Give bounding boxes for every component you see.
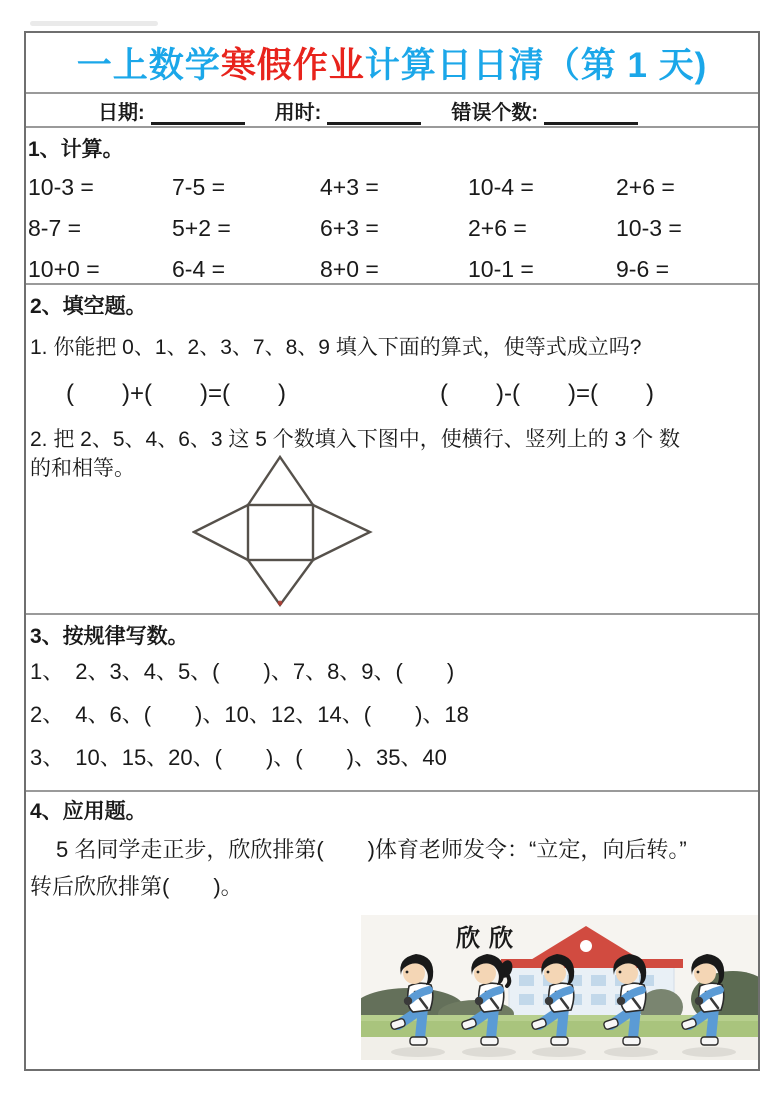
figure-label: 欣欣 xyxy=(456,925,522,952)
date-blank xyxy=(151,106,245,125)
applied-line1: 5 名同学走正步，欣欣排第( )体育老师发令：“立定，向后转。” xyxy=(56,837,687,862)
fill-q1-text: 1. 你能把 0、1、2、3、7、8、9 填入下面的算式，使等式成立吗? xyxy=(30,336,642,359)
calc-problem: 10-3 = xyxy=(616,215,682,241)
fill-q1-blanks-left: ( )+( )=( ) xyxy=(66,380,286,407)
page-title xyxy=(77,38,708,88)
calc-problem: 10-4 = xyxy=(468,174,534,200)
calc-problem: 8+0 = xyxy=(320,256,379,282)
calc-problem: 4+3 = xyxy=(320,174,379,200)
section-applied xyxy=(26,792,758,1069)
page-title-part: 寒假作业 xyxy=(220,45,365,85)
worksheet-table xyxy=(24,31,760,1071)
calc-problem: 6-4 = xyxy=(172,256,226,282)
calc-problem: 10-1 = xyxy=(468,256,534,282)
time-label: 用时: xyxy=(274,101,322,124)
title-row xyxy=(26,33,758,94)
applied-line2: 转后欣欣排第( )。 xyxy=(30,874,243,899)
calc-problem: 9-6 = xyxy=(616,256,670,282)
section-calc-heading: 1、计算。 xyxy=(28,138,124,161)
fill-q2-line1: 2. 把 2、5、4、6、3 这 5 个数填入下图中，使横行、竖列上的 3 个 数 xyxy=(30,428,680,451)
page-title-part: 一上数学 xyxy=(76,45,221,85)
section-calc xyxy=(26,128,758,285)
square-triangles-diagram xyxy=(192,455,374,609)
pattern-item: 3、 10、15、20、( )、( )、35、40 xyxy=(30,745,447,770)
calc-problem: 2+6 = xyxy=(468,215,527,241)
section-pattern xyxy=(26,615,758,792)
section-applied-heading: 4、应用题。 xyxy=(30,800,147,823)
calc-problem: 5+2 = xyxy=(172,215,231,241)
pattern-item: 1、 2、3、4、5、( )、7、8、9、( ) xyxy=(30,659,455,684)
date-field xyxy=(98,96,245,125)
calc-problem: 7-5 = xyxy=(172,174,226,200)
calc-problem: 10-3 = xyxy=(28,174,94,200)
date-label: 日期: xyxy=(98,101,145,124)
section-fill-heading: 2、填空题。 xyxy=(30,295,147,318)
time-field xyxy=(275,96,422,125)
fill-q1-blanks-right: ( )-( )=( ) xyxy=(440,380,654,407)
calc-problem: 8-7 = xyxy=(28,215,82,241)
calc-problem: 6+3 = xyxy=(320,215,379,241)
section-pattern-heading: 3、按规律写数。 xyxy=(30,625,189,648)
calc-grid xyxy=(28,167,756,285)
calc-problem: 2+6 = xyxy=(616,174,675,200)
calc-problem: 10+0 = xyxy=(28,256,100,282)
fill-q1-blanks xyxy=(30,373,754,408)
info-row xyxy=(26,94,758,128)
scan-artifact xyxy=(30,21,158,26)
errors-blank xyxy=(544,106,638,125)
time-blank xyxy=(327,106,421,125)
page-title-part: 计算日日清（第 1 天) xyxy=(364,45,708,85)
errors-field xyxy=(451,96,638,125)
pattern-item: 2、 4、6、( )、10、12、14、( )、18 xyxy=(30,702,469,727)
errors-label: 错误个数: xyxy=(451,101,539,124)
fill-q2-line2: 的和相等。 xyxy=(30,457,135,480)
section-fill xyxy=(26,285,758,615)
marching-students-illustration xyxy=(361,915,758,1060)
